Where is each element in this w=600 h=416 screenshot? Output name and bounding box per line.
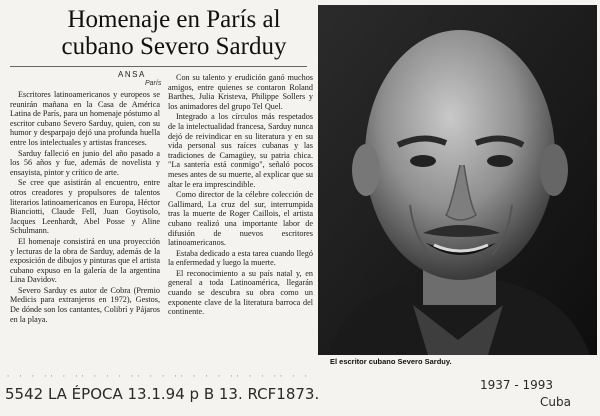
headline-line-2: cubano Severo Sarduy (61, 33, 287, 60)
paragraph: Se cree que asistirán al encuentro, entre otros creadores y propulsores de talentos literarios latinoamericanos en Europa, Héctor Bianciotti, Claude Fell, Juan Goytisolo, Jacques Leenhardt, Abel Posse y Aline Schulmann. (10, 178, 160, 236)
paragraph: Con su talento y erudición ganó muchos amigos, entre quienes se contaron Roland Barthes, Julia Kristeva, Philippe Sollers y los animadores del grupo Tel Quel. (168, 73, 313, 111)
handwritten-tag: Cuba (540, 395, 571, 409)
paragraph: El reconocimiento a su país natal y, en general a toda Latinoamérica, llegarán cuando se descubra su obra como un exponente clave de la literatura barroca del continente. (168, 268, 313, 317)
headline (34, 6, 314, 60)
agency-byline: ANSA (118, 70, 146, 79)
paragraph: Como director de la célebre colección de Gallimard, La cruz del sur, interrumpida tras la muerte de Roger Caillois, el artista cubano realizó una importante labor de difusión de nuevos escritores latinoamericanos. (168, 190, 313, 248)
city-dateline: París (145, 80, 162, 87)
headline-line-1: Homenaje en París al (67, 6, 281, 33)
paragraph: Estaba dedicado a esta tarea cuando llegó la enfermedad y luego la muerte. (168, 248, 313, 268)
paragraph: Sarduy falleció en junio del año pasado a los 56 años y fue, además de novelista y ensayista, pintor y crítico de arte. (10, 148, 160, 177)
portrait-illustration (318, 5, 597, 355)
portrait-photo (318, 5, 597, 355)
paragraph: Escritores latinoamericanos y europeos se reunirán mañana en la Casa de América Latina de París, para un homenaje póstumo al escritor cubano Severo Sarduy, quien, con su humor y desparpajo dejó una profunda huella entre los intelectuales y artistas franceses. (10, 90, 160, 147)
paragraph: Severo Sarduy es autor de Cobra (Premio Medicis para extranjeros en 1972), Gestos, De dónde son los cantantes, Colibrí y Pájaros en la playa. (10, 285, 160, 324)
handwritten-reference: 5542 LA ÉPOCA 13.1.94 p B 13. RCF1873. (5, 385, 320, 403)
paragraph: Integrado a los círculos más respetados de la intelectualidad francesa, Sarduy nunca dejó de reivindicar en su literatura y en su vida personal sus raíces cubanas y las tradiciones de Camagüey, su patria chica. "La santería está conmigo", señaló pocos meses antes de su muerte, al explicar que su altar le era imprescindible. (168, 112, 313, 189)
article-column-1 (10, 90, 160, 380)
photo-caption: El escritor cubano Severo Sarduy. (330, 357, 452, 366)
microfilm-edge-marks: · · · ·· · ·· · · · ·· · · ·· · · · ·· · · ·· · · (6, 373, 310, 381)
paragraph: El homenaje consistirá en una proyección y lecturas de la obra de Sarduy, además de la exposición de dibujos y pinturas que el artista cubano expuso en la galería de la argentina Lina Davidov. (10, 236, 160, 285)
headline-rule (10, 66, 307, 67)
handwritten-years: 1937 - 1993 (480, 378, 554, 392)
article-column-2 (168, 73, 313, 391)
